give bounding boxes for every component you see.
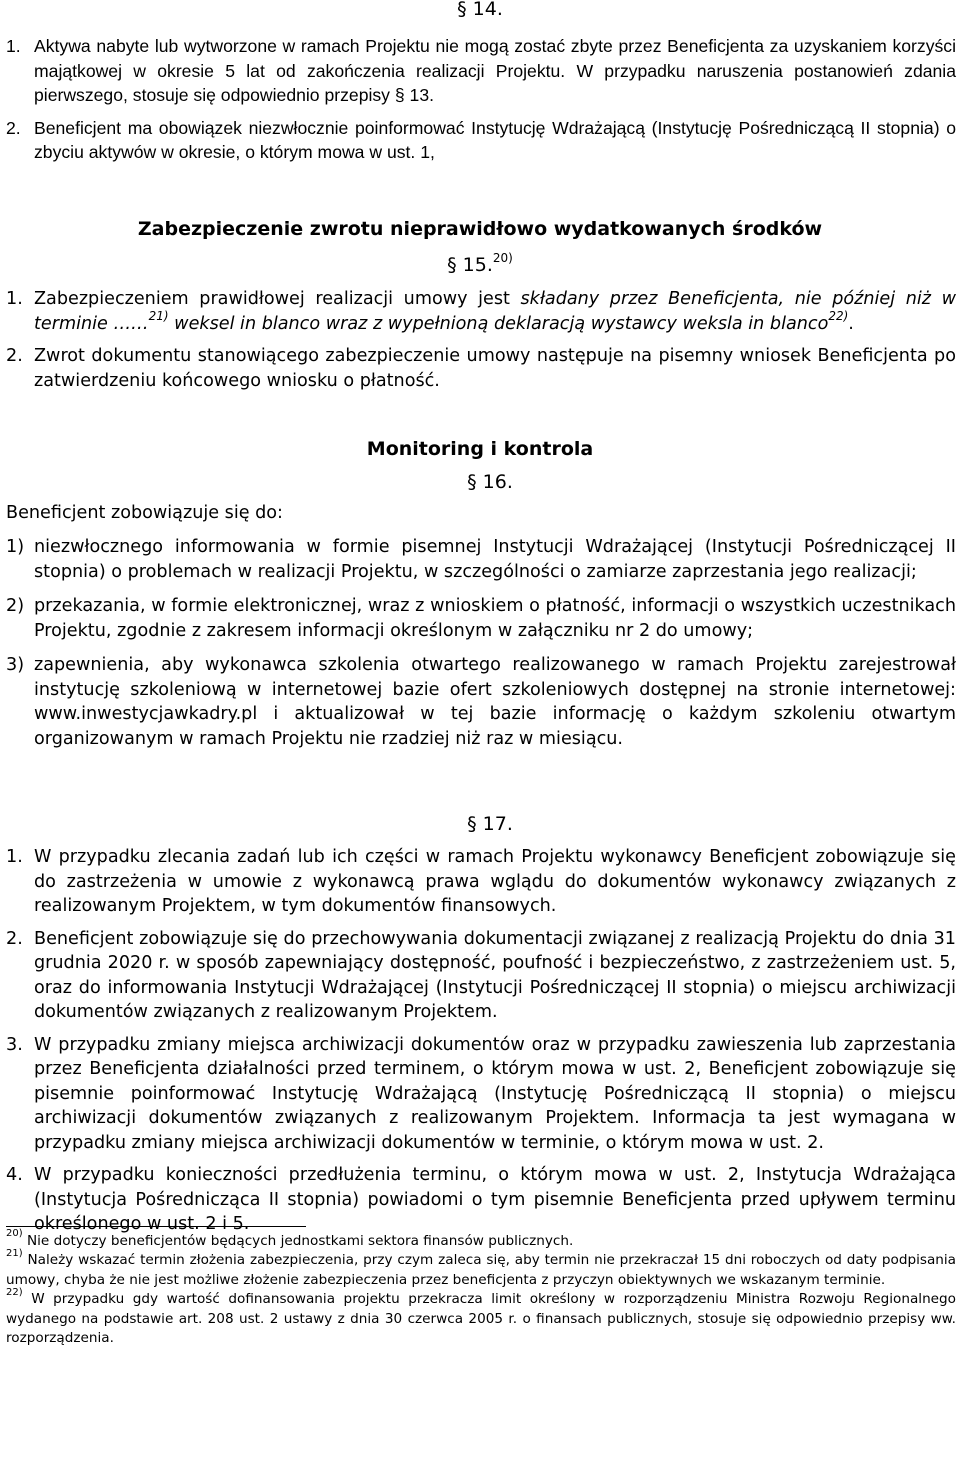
item-text: W przypadku zmiany miejsca archiwizacji dokumentów oraz w przypadku zawieszenia lub zaprzestania przez Beneficjenta działalności przed terminem, o którym mowa w ust. 2, Beneficjent zobowiązuje się pisemnie poinformować Instytucję Wdrażającą (Instytucję Pośredniczącą II stopnia) o miejscu archiwizacji dokumentów związanych z realizowanym Projektem. Informacja ta jest wymagana w przypadku zmiany miejsca archiwizacji dokumentów w terminie, o którym mowa w ust. 2. (34, 1034, 956, 1153)
section-15-item-2 (6, 344, 956, 393)
section-16-lead: Beneficjent zobowiązuje się do: (6, 503, 283, 523)
item-text-d: . (848, 313, 854, 334)
section-17-item-2 (6, 927, 956, 1025)
item-text: W przypadku zlecania zadań lub ich części w ramach Projektu wykonawcy Beneficjent zobowiązuje się do zastrzeżenia w umowie z wykonawcą prawa wglądu do dokumentów wykonawcy związanych z realizowanym Projektem, w tym dokumentów finansowych. (34, 847, 956, 916)
section-16-item-2 (6, 594, 956, 643)
section-16-heading: Monitoring i kontrola (366, 438, 594, 460)
section-15-heading: Zabezpieczenie zwrotu nieprawidłowo wydatkowanych środków (137, 218, 823, 240)
footnote-ref-21: 21) (148, 308, 169, 323)
footnote-mark: 21) (6, 1247, 23, 1259)
footnote-mark: 22) (6, 1286, 23, 1298)
item-text: niezwłocznego informowania w formie pisemnej Instytucji Wdrażającej (Instytucji Pośredniczącej II stopnia) o problemach w realizacji Projektu, w szczególności o zamiarze zaprzestania jego realizacji; (34, 537, 956, 582)
footnote-separator (6, 1226, 306, 1227)
section-17-list (6, 845, 956, 1240)
item-text: Zwrot dokumentu stanowiącego zabezpieczenie umowy następuje na pisemny wniosek Beneficjenta po zatwierdzeniu końcowego wniosku o płatność. (34, 346, 956, 391)
item-number: 2. (6, 117, 21, 138)
section-16-list (6, 535, 956, 751)
item-text: W przypadku konieczności przedłużenia terminu, o którym mowa w ust. 2, Instytucja Wdrażająca (Instytucja Pośrednicząca II stopnia) powiadomi o tym pisemnie Beneficjenta przed upływem terminu określonego w ust. 2 i 5. (34, 1165, 956, 1234)
item-text-c: weksel in blanco wraz z wypełnioną deklaracją wystawcy weksla in blanco (168, 313, 829, 334)
footnote-21 (6, 1247, 957, 1290)
section-15-list (6, 287, 956, 393)
footnote-mark: 20) (6, 1228, 23, 1240)
item-number: 2. (6, 346, 23, 366)
footnote-ref-22: 22) (828, 308, 849, 323)
section-16-marker: § 16. (467, 471, 513, 493)
item-text: Aktywa nabyte lub wytworzone w ramach Projektu nie mogą zostać zbyte przez Beneficjenta za uzyskaniem korzyści majątkowej w okresie 5 lat od zakończenia realizacji Projektu. W przypadku naruszenia postanowień zdania pierwszego, stosuje się odpowiednio przepisy § 13. (34, 36, 956, 105)
item-text: Beneficjent ma obowiązek niezwłocznie poinformować Instytucję Wdrażającą (Instytucję Pośredniczącą II stopnia) o zbyciu aktywów w okresie, o którym mowa w ust. 1, (34, 117, 956, 162)
item-text-a: Zabezpieczeniem prawidłowej realizacji umowy jest (34, 289, 521, 309)
section-15-marker-text: § 15. (447, 254, 493, 276)
footnote-20 (6, 1228, 956, 1251)
footnote-text: Należy wskazać termin złożenia zabezpieczenia, przy czym zaleca się, aby termin nie przekraczał 15 dni roboczych od daty podpisania umowy, chyba że nie jest możliwe złożenie zabezpieczenia przez beneficjenta z przyczyn obiektywnych we wskazanym terminie. (6, 1252, 957, 1288)
section-17-marker: § 17. (467, 813, 513, 835)
section-14-marker: § 14. (457, 0, 503, 20)
footnote-text: W przypadku gdy wartość dofinansowania projektu przekracza limit określony w rozporządzeniu Ministra Rozwoju Regionalnego wydanego na podstawie art. 208 ust. 2 ustawy z dnia 30 czerwca 2005 r. o finansach publicznych, stosuje się odpowiednio przepisy ww. rozporządzenia. (6, 1291, 956, 1347)
item-text: przekazania, w formie elektronicznej, wraz z wnioskiem o płatność, informacji o wszystkich uczestnikach Projektu, zgodnie z zakresem informacji określonym w załączniku nr 2 do umowy; (34, 596, 956, 641)
section-17-item-1 (6, 845, 956, 919)
section-16-item-3 (6, 653, 956, 751)
item-number: 4. (6, 1165, 23, 1185)
item-number: 2. (6, 928, 23, 949)
item-number: 1. (6, 289, 23, 309)
item-number: 1. (6, 847, 23, 867)
footnote-22 (6, 1286, 956, 1348)
section-17-item-3 (6, 1033, 956, 1156)
item-number: 3. (6, 1034, 23, 1055)
section-15-marker (0, 250, 960, 276)
section-15-item-1 (6, 287, 956, 336)
item-number: 3) (6, 655, 25, 675)
section-14-list (6, 34, 956, 165)
footnote-text: Nie dotyczy beneficjentów będących jednostkami sektora finansów publicznych. (26, 1233, 574, 1249)
item-number: 2) (6, 596, 25, 616)
footnotes (6, 1228, 957, 1348)
section-14-item-1 (6, 34, 956, 108)
section-14-item-2 (6, 116, 956, 165)
item-text: Beneficjent zobowiązuje się do przechowywania dokumentacji związanej z realizacją Projektu do dnia 31 grudnia 2020 r. w sposób zapewniający dostępność, poufność i bezpieczeństwo, z zastrzeżeniem ust. 5, oraz do informowania Instytucji Wdrażającej (Instytucji Pośredniczącej II stopnia) o miejscu archiwizacji dokumentów związanych z realizowanym Projektem. (34, 928, 956, 1022)
item-text: zapewnienia, aby wykonawca szkolenia otwartego realizowanego w ramach Projektu zarejestrował instytucję szkoleniową w internetowej bazie ofert szkoleniowych dostępnej na stronie internetowej: www.inwestycjawkadry.pl i aktualizował w tej bazie informację o każdym szkoleniu otwartym organizowanym w ramach Projektu nie rzadziej niż raz w miesiącu. (34, 655, 956, 749)
item-text-b: składany przez Beneficjenta, nie później niż w terminie …… (34, 289, 956, 334)
section-16-item-1 (6, 535, 956, 584)
item-number: 1. (6, 36, 21, 56)
item-number: 1) (6, 537, 25, 557)
footnote-ref-20: 20) (492, 250, 513, 265)
